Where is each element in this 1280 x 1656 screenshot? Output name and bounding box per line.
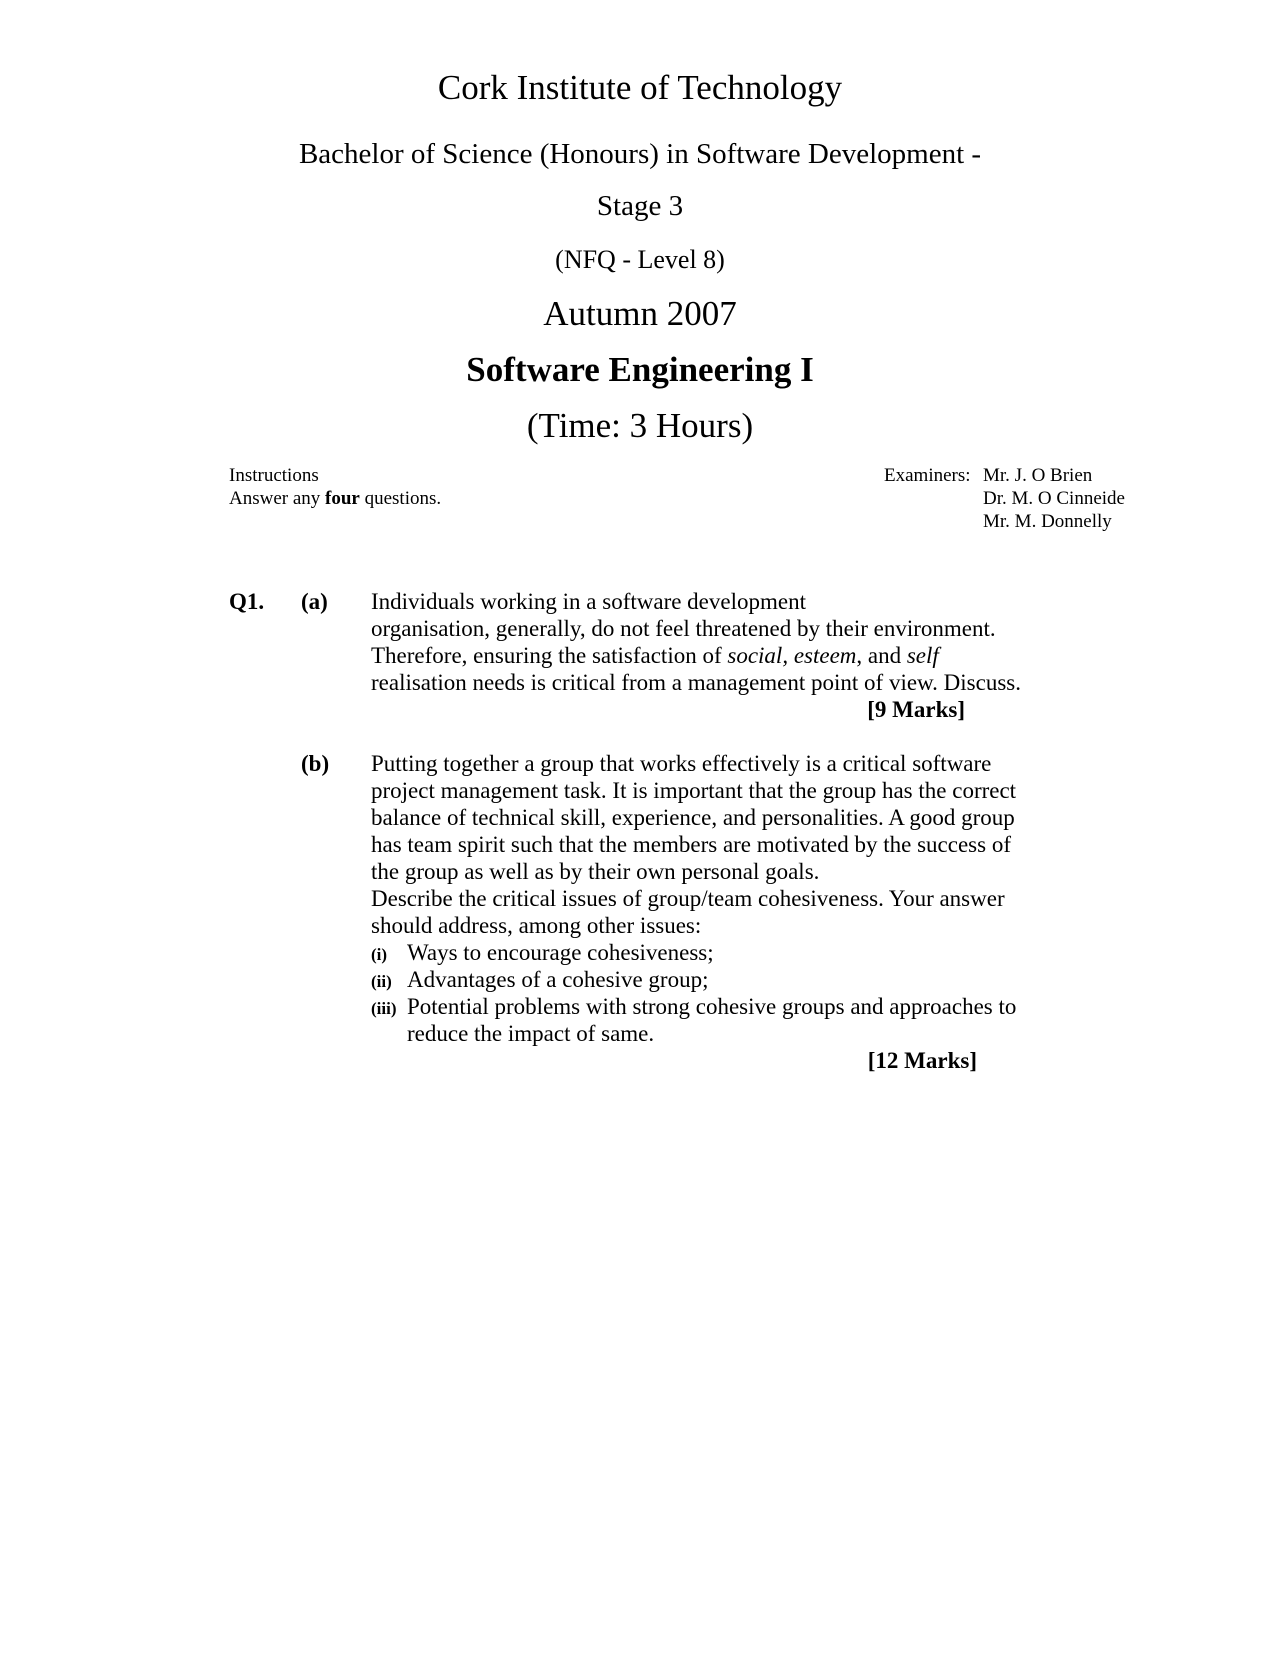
question-number: Q1. xyxy=(229,589,265,614)
text-line: the group as well as by their own personal goals. xyxy=(371,859,820,884)
stage-label: Stage 3 xyxy=(596,190,684,222)
text-line: organisation, generally, do not feel threatened by their environment. xyxy=(371,616,996,641)
part-b-text xyxy=(371,750,1051,1074)
examiner-name: Mr. M. Donnelly xyxy=(983,511,1112,532)
sub-item xyxy=(371,966,1051,993)
sub-item-label: (ii) xyxy=(371,972,392,991)
sub-item-label: (iii) xyxy=(371,999,397,1018)
part-b-marks: [12 Marks] xyxy=(867,1048,977,1073)
part-a-label: (a) xyxy=(301,589,328,614)
part-a-marks: [9 Marks] xyxy=(867,697,965,722)
instructions-text: Answer any four questions. xyxy=(229,488,442,509)
text-line: Putting together a group that works effectively is a critical software xyxy=(371,751,992,776)
text-line: has team spirit such that the members are motivated by the success of xyxy=(371,832,1011,857)
examiner-name: Dr. M. O Cinneide xyxy=(983,488,1125,509)
instructions-title: Instructions xyxy=(229,465,319,486)
sub-item-text: reduce the impact of same. xyxy=(407,1021,655,1046)
text-line: Describe the critical issues of group/team cohesiveness. Your answer xyxy=(371,886,1005,911)
sub-item xyxy=(371,939,1051,966)
subject-title: Software Engineering I xyxy=(466,350,814,389)
text-line: balance of technical skill, experience, and personalities. A good group xyxy=(371,805,1015,830)
programme-title: Bachelor of Science (Honours) in Software Development - xyxy=(298,138,982,170)
part-b-label: (b) xyxy=(301,751,330,776)
text-line: should address, among other issues: xyxy=(371,913,702,938)
sub-item-text: Potential problems with strong cohesive groups and approaches to xyxy=(407,994,1017,1019)
examiner-name: Mr. J. O Brien xyxy=(983,465,1093,486)
part-a-text xyxy=(371,588,1051,723)
nfq-level: (NFQ - Level 8) xyxy=(555,245,725,274)
text-line: Individuals working in a software development xyxy=(371,589,806,614)
institution-title: Cork Institute of Technology xyxy=(437,68,843,107)
instructions-block xyxy=(229,464,441,510)
examiners-label: Examiners: xyxy=(884,465,971,486)
text-line: project management task. It is important that the group has the correct xyxy=(371,778,1017,803)
sub-item-text: Advantages of a cohesive group; xyxy=(407,967,709,992)
text-line: realisation needs is critical from a management point of view. Discuss. xyxy=(371,670,1021,695)
exam-session: Autumn 2007 xyxy=(543,294,737,333)
text-line: Therefore, ensuring the satisfaction of social, esteem, and self xyxy=(371,643,939,668)
examiners-list xyxy=(983,464,1125,533)
sub-item-text: Ways to encourage cohesiveness; xyxy=(407,940,714,965)
exam-duration: (Time: 3 Hours) xyxy=(526,406,754,445)
sub-item-label: (i) xyxy=(371,945,388,964)
sub-item xyxy=(371,993,1051,1047)
